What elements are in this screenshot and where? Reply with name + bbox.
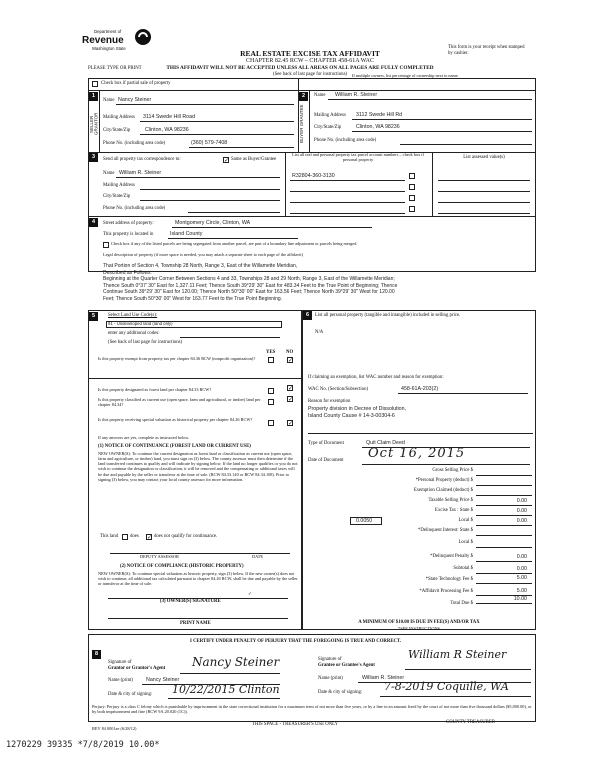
doc-date[interactable]: Oct 16, 2015 xyxy=(368,446,466,461)
assessed-header: List assessed value(s) xyxy=(463,155,505,160)
forest-no-checkbox[interactable]: ✓ xyxy=(288,385,294,392)
personal-property-checkbox-2[interactable] xyxy=(409,184,415,190)
grantee-name-label: Name (print) xyxy=(318,676,343,681)
total-due-value[interactable]: 10.00 xyxy=(513,596,527,602)
seller-grantor-label: SELLER GRANTOR xyxy=(89,112,99,136)
wac-label: WAC No. (Section/Subsection) xyxy=(308,387,369,392)
seller-address[interactable]: 3114 Swede Hill Road xyxy=(143,114,196,120)
doc-type[interactable]: Quit Claim Deed xyxy=(366,440,405,446)
notice-continuance-title: (1) NOTICE OF CONTINUANCE (FOREST LAND OR CURRENT USE) xyxy=(98,444,251,449)
seller-phone-label: Phone No. (including area code) xyxy=(103,141,166,146)
personal-property-deduct-label: *Personal Property (deduct) $ xyxy=(415,478,473,483)
dor-logo xyxy=(82,28,152,58)
treasurer-use-label: THIS SPACE - TREASURER'S USE ONLY xyxy=(252,722,339,727)
segregated-label: Check box if any of the listed parcels are being segregated from another parcel, are part of a boundary line adjustment or parcels being merged. xyxy=(111,241,358,246)
delinquent-interest-state-label: *Delinquent Interest: State $ xyxy=(417,528,473,533)
legal-description[interactable] xyxy=(103,263,533,302)
see-back: (See back of last page for instructions) xyxy=(272,72,348,77)
form-warning: THIS AFFIDAVIT WILL NOT BE ACCEPTED UNLESS ALL AREAS ON ALL PAGES ARE FULLY COMPLETED xyxy=(166,65,434,71)
excise-local-label: Local $ xyxy=(458,518,473,523)
receipt-note: This form is your receipt when stamped by cashier. xyxy=(448,45,525,56)
reason-line: Property division in Decree of Dissolution, xyxy=(308,406,407,412)
same-as-buyer-label: Same as Buyer/Grantee xyxy=(231,157,277,162)
section-4-number: 4 xyxy=(89,218,98,227)
minimum-due-note: A MINIMUM OF $10.00 IS DUE IN FEE(S) AND/OR TAX xyxy=(358,620,480,625)
legal-line: Feet; Thence South 50°30' 00" West for 163.77 Feet to the True Point Beginning. xyxy=(103,295,283,302)
grantee-name[interactable]: William R. Steiner xyxy=(362,675,405,681)
correspondence-city-label: City/State/Zip xyxy=(103,194,131,199)
buyer-phone-label: Phone No. (including area code) xyxy=(314,138,377,143)
technology-fee-label: *State Technology Fee $ xyxy=(425,577,473,582)
buyer-address[interactable]: 3112 Swede Hill Rd xyxy=(356,112,403,118)
recording-stamp: 1270229 39335 *7/8/2019 10.00* xyxy=(6,740,160,750)
personal-property-label: List all personal property (tangible and intangible) included in selling price. xyxy=(315,313,461,318)
legal-line: Continue South 39°29' 30" East for 120.00; Thence North 50°30' 00" East for 163.56 Feet; Thence North 39°29' 30" West for 120.00 xyxy=(103,289,395,295)
deputy-assessor-label: DEPUTY ASSESSOR xyxy=(140,554,179,559)
legal-line: Described as Follows: xyxy=(103,269,152,276)
grantee-sig-label1: Signature of xyxy=(318,657,342,662)
gross-price-label: Gross Selling Price $ xyxy=(432,468,473,473)
correspondence-phone-label: Phone No. (including area code) xyxy=(103,206,166,211)
grantee-sig-label2: Grantee or Grantee's Agent xyxy=(318,663,375,668)
land-use-see-back: (See back of last page for instructions) xyxy=(108,340,183,345)
legal-line: Thence South 0°37' 30" East for 1,327.11 Feet; Thence South 39°29' 30" East for 483.34 Feet to the True Point of Beginning; Thence xyxy=(103,282,398,289)
exempt-yes-checkbox[interactable] xyxy=(268,357,274,363)
grantor-date-label: Date & city of signing: xyxy=(108,692,153,697)
excise-local-value[interactable]: 0.00 xyxy=(516,518,527,524)
no-header: NO xyxy=(286,350,294,355)
subtotal-value[interactable]: 0.00 xyxy=(516,566,527,572)
q-forest: Is this property designated as forest land per chapter 84.33 RCW? xyxy=(98,387,212,392)
agency-line1: Department of xyxy=(94,29,122,34)
local-rate: 0.0050 xyxy=(356,518,373,524)
processing-fee-value[interactable]: 5.00 xyxy=(516,588,527,594)
see-instructions: *SEE INSTRUCTIONS xyxy=(398,626,440,631)
legal-label: Legal description of property (if more space is needed, you may attach a separate sheet to each page of the affidavit) xyxy=(103,252,303,257)
land-does-label: This land xyxy=(100,534,118,539)
taxable-price-value[interactable]: 0.00 xyxy=(516,498,527,504)
agency-name: Revenue xyxy=(82,35,124,46)
deputy-date-label: DATE xyxy=(252,554,263,559)
legal-line: That Portion of Section 4, Township 28 North, Range 3, East of the Willamette Meridian, xyxy=(103,263,298,269)
section-5-number: 5 xyxy=(89,312,98,321)
grantor-name[interactable]: Nancy Steiner xyxy=(146,677,180,683)
partial-sale-checkbox[interactable] xyxy=(92,81,98,87)
reason-line: Island County Cause # 14-3-00304-6 xyxy=(308,412,395,419)
historic-yes-checkbox[interactable] xyxy=(268,420,274,426)
correspondence-label: Send all property tax correspondence to: xyxy=(103,157,181,162)
agency-state: Washington State xyxy=(92,46,126,51)
wac-intro: If claiming an exemption, list WAC number and reason for exemption: xyxy=(308,375,444,380)
does-not-label: does not qualify for continuance. xyxy=(154,534,218,539)
land-use-value: 91 - Undeveloped land (land only) xyxy=(108,321,173,326)
segregated-checkbox[interactable] xyxy=(103,242,109,248)
correspondence-name-label: Name xyxy=(103,171,115,176)
processing-fee-label: *Affidavit Processing Fee $ xyxy=(419,589,473,594)
county-treasurer-label: COUNTY TREASURER xyxy=(446,720,495,725)
subtotal-label: Subtotal $ xyxy=(453,566,473,571)
forest-yes-checkbox[interactable] xyxy=(268,388,274,394)
section-3-number: 3 xyxy=(89,153,98,162)
doc-type-label: Type of Document xyxy=(308,441,344,446)
grantee-date[interactable]: 7-8-2019 Coquille, WA xyxy=(384,680,509,693)
land-use-label: Select Land Use Code(s): xyxy=(108,313,158,318)
does-label: does xyxy=(130,534,139,539)
located-label: This property is located in xyxy=(103,232,154,237)
section-6-block xyxy=(302,310,536,630)
notice-compliance-text: NEW OWNER(S): To continue special valuation as historic property, sign (3) below. If the new owner(s) does not wish to continue, all additional tax calculated pursuant to chapter 84.26 RCW, shall be due and payable by the seller or transferor at the time of sale. xyxy=(98,571,298,587)
legal-line: Beginning at the Quarter Corner Between Sections 4 and 33, Townships 28 and 29 North, Range 3, East of the Willamette Meridian; xyxy=(103,276,395,282)
section-6-number: 6 xyxy=(303,311,312,320)
multiple-owners-note: If multiple owners, list percentage of ownership next to name. xyxy=(352,73,459,78)
exemption-reason[interactable] xyxy=(308,406,406,419)
parcel-number[interactable]: R32804-360-3130 xyxy=(292,173,335,179)
grantee-signature[interactable]: William R Steiner xyxy=(408,648,507,661)
buyer-address-label: Mailing Address xyxy=(314,113,346,118)
property-county[interactable]: Island County xyxy=(170,231,203,237)
rev-number: REV 84 0001ae (6/28/12) xyxy=(92,726,137,731)
correspondence-address-label: Mailing Address xyxy=(103,183,135,188)
section-8-number: 8 xyxy=(92,650,101,659)
notice-compliance-title: (2) NOTICE OF COMPLIANCE (HISTORIC PROPERTY) xyxy=(120,564,244,569)
personal-property-checkbox-4[interactable] xyxy=(409,206,415,212)
form-title: REAL ESTATE EXCISE TAX AFFIDAVIT xyxy=(240,49,380,58)
personal-property-checkbox-1[interactable] xyxy=(409,173,415,179)
grantor-name-label: Name (print) xyxy=(108,678,133,683)
yes-header: YES xyxy=(266,350,276,355)
delinquent-penalty-label: *Delinquent Penalty $ xyxy=(430,554,473,559)
current-use-yes-checkbox[interactable] xyxy=(268,399,274,405)
does-not-qualify-checkbox[interactable]: ✓ xyxy=(147,534,153,541)
perjury-note: Perjury: Perjury is a class C felony which is punishable by imprisonment in the state correctional institution for a maximum term of not more than five years, or by a fine in an amount fixed by the court of not more than five thousand dollars ($5,000.00), or by both imprisonment and fine (RCW 9A.20.020 (1C)). xyxy=(92,704,532,715)
street-label: Street address of property: xyxy=(103,221,154,226)
personal-property-value[interactable]: N/A xyxy=(315,330,324,335)
seller-city[interactable]: Clinton, WA 98236 xyxy=(145,127,189,133)
exempt-no-checkbox[interactable]: ✓ xyxy=(288,357,294,364)
grantor-sig-label1: Signature of xyxy=(108,660,132,665)
does-qualify-checkbox[interactable] xyxy=(122,534,128,540)
dor-logo-mark xyxy=(134,28,152,46)
doc-date-label: Date of Document xyxy=(308,458,344,463)
taxable-price-label: Taxable Selling Price $ xyxy=(428,498,473,503)
buyer-name[interactable]: William R. Steiner xyxy=(335,92,378,98)
delinquent-interest-local-label: Local $ xyxy=(458,540,473,545)
section-1-number: 1 xyxy=(89,92,98,101)
seller-address-label: Mailing Address xyxy=(103,115,135,120)
parcel-header: List all real and personal property tax parcel account numbers – check box if personal property xyxy=(292,152,424,162)
additional-codes-label: enter any additional codes: xyxy=(108,331,160,336)
grantor-signature[interactable]: Nancy Steiner xyxy=(192,655,280,669)
buyer-name-label: Name xyxy=(314,93,326,98)
buyer-city-label: City/State/Zip xyxy=(314,125,342,130)
property-street[interactable]: Montgomery Circle, Clinton, WA xyxy=(175,220,251,226)
section-2-number: 2 xyxy=(299,92,308,101)
if-yes-note: If any answers are yes, complete as instructed below. xyxy=(98,435,190,440)
seller-name[interactable]: Nancy Steiner xyxy=(118,97,152,103)
delinquent-penalty-value[interactable]: 0.00 xyxy=(516,554,527,560)
current-use-no-checkbox[interactable]: ✓ xyxy=(288,396,294,403)
compliance-mark: ✓ xyxy=(248,591,252,596)
owner-signature-label: (3) OWNER(S) SIGNATURE xyxy=(160,599,221,604)
form-chapter: CHAPTER 82.45 RCW – CHAPTER 458-61A WAC xyxy=(246,58,374,64)
personal-property-checkbox-3[interactable] xyxy=(409,195,415,201)
exemption-claimed-label: Exemption Claimed (deduct) $ xyxy=(413,488,473,493)
buyer-grantee-label: BUYER GRANTEE xyxy=(299,104,304,144)
correspondence-name[interactable]: William R. Steiner xyxy=(119,170,162,176)
excise-state-label: Excise Tax : State $ xyxy=(435,508,473,513)
partial-sale-label: Check box if partial sale of property xyxy=(101,81,171,86)
seller-name-label: Name xyxy=(103,98,115,103)
wac-number[interactable]: 458-61A-203(2) xyxy=(401,386,439,392)
certify-statement: I CERTIFY UNDER PENALTY OF PERJURY THAT THE FOREGOING IS TRUE AND CORRECT. xyxy=(190,639,402,644)
historic-no-checkbox[interactable]: ✓ xyxy=(288,420,294,427)
technology-fee-value[interactable]: 5.00 xyxy=(516,575,527,581)
grantee-date-label: Date & city of signing: xyxy=(318,690,363,695)
total-due-label: Total Due $ xyxy=(450,601,473,606)
print-name-label: PRINT NAME xyxy=(180,621,211,626)
same-as-buyer-checkbox[interactable]: ✓ xyxy=(224,157,230,164)
grantor-sig-label2: Grantor or Grantor's Agent xyxy=(108,666,166,671)
seller-phone[interactable]: (360) 579-7408 xyxy=(191,140,228,146)
notice-continuance-text: NEW OWNER(S): To continue the current designation as forest land or classification as current use (open space, farm and agriculture, or timber) land, you must sign on (3) below. The county assessor must then determine if the land transferred continues to qualify and will indicate by signing below. If the land no longer qualifies or you do not wish to continue the designation or classification, it will be removed and the compensating or additional taxes will be due and payable by the seller or transferor at the time of sale. (RCW 84.33.140 or RCW 84.34.108). Prior to signing (3) below, you may contact your local county assessor for more information. xyxy=(98,451,298,482)
q-exempt: Is this property exempt from property tax per chapter 84.36 RCW (nonprofit organization)? xyxy=(98,356,256,361)
buyer-city[interactable]: Clinton, WA 98236 xyxy=(356,124,400,130)
q-historic: Is this property receiving special valuation as historical property per chapter 84.26 RCW? xyxy=(98,417,253,422)
grantor-date[interactable]: 10/22/2015 Clinton xyxy=(172,683,280,696)
type-or-print: PLEASE TYPE OR PRINT xyxy=(88,66,142,71)
seller-city-label: City/State/Zip xyxy=(103,128,131,133)
excise-state-value[interactable]: 0.00 xyxy=(516,508,527,514)
q-current-use: Is this property classified as current use (open space, farm and agricultural, or timber) land per chapter 84.34? xyxy=(98,397,261,407)
reason-label: Reason for exemption xyxy=(308,399,351,404)
